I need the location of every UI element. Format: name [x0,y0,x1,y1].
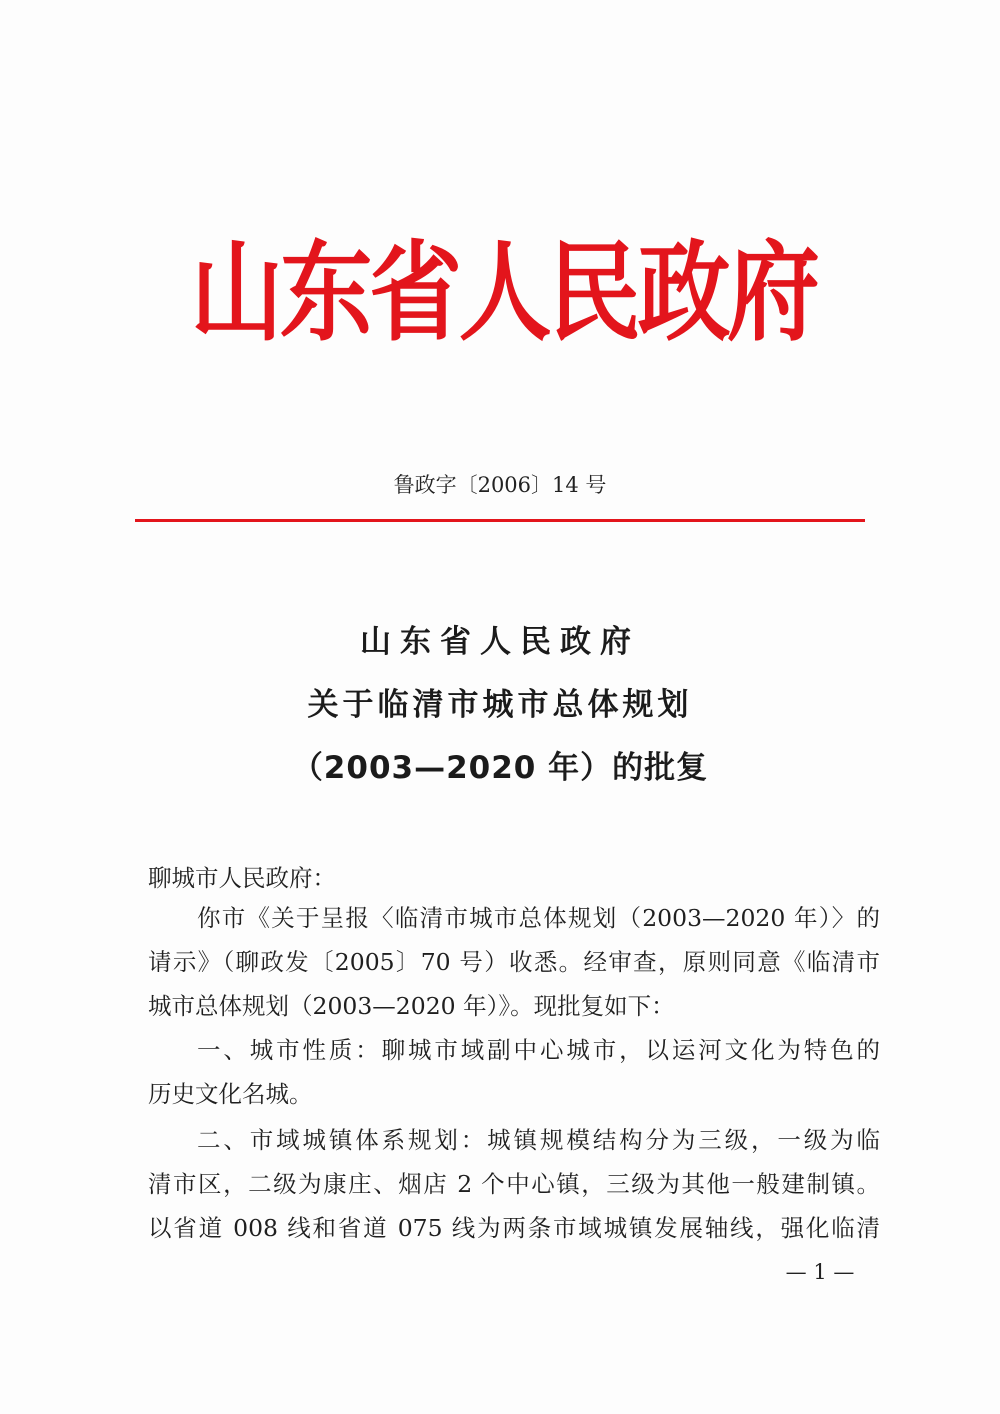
body-line: 二、市域城镇体系规划：城镇规模结构分为三级，一级为临 [197,1126,880,1154]
page-number: — 1 — [785,1260,855,1284]
title-line-2: 关于临清市城市总体规划 [307,687,693,723]
title-line-1: 山东省人民政府 [360,624,640,660]
salutation: 聊城市人民政府： [148,864,336,892]
issuer-masthead: 山东省人民政府 [190,230,817,356]
document-number: 鲁政字〔2006〕14 号 [393,473,607,497]
body-line: 你市《关于呈报〈临清市城市总体规划（2003—2020 年）〉的 [197,904,880,932]
title-line-3: （2003—2020 年）的批复 [291,750,709,786]
body-line: 一、城市性质：聊城市域副中心城市，以运河文化为特色的 [197,1036,880,1064]
body-line: 历史文化名城。 [148,1080,313,1108]
body-line: 以省道 008 线和省道 075 线为两条市域城镇发展轴线，强化临清 [148,1214,880,1242]
body-line: 清市区，二级为康庄、烟店 2 个中心镇，三级为其他一般建制镇。 [148,1170,880,1198]
body-line: 请示》（聊政发〔2005〕70 号）收悉。经审查，原则同意《临清市 [148,948,880,976]
red-divider-rule [135,519,865,522]
body-line: 城市总体规划（2003—2020 年）》。现批复如下： [148,992,675,1020]
